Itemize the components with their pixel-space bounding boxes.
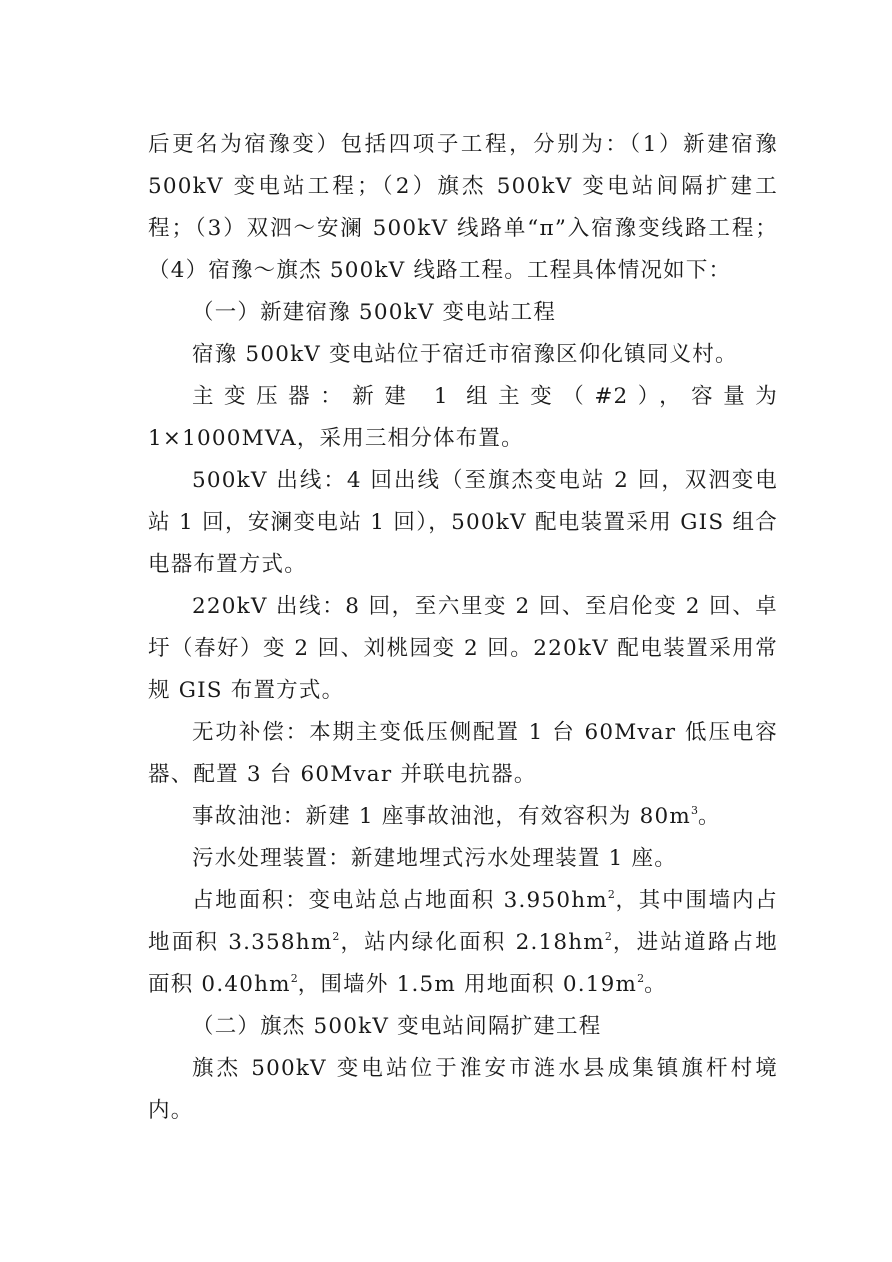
paragraph-reactive-compensation: 无功补偿：本期主变低压侧配置 1 台 60Mvar 低压电容器、配置 3 台 60Mvar 并联电抗器。: [148, 720, 778, 787]
paragraph-project-overview: 后更名为宿豫变）包括四项子工程，分别为：（1）新建宿豫 500kV 变电站工程；（2）旗杰 500kV 变电站间隔扩建工程；（3）双泗～安澜 500kV 线路单“π”入宿豫变线路工程；（4）宿豫～旗杰 500kV 线路工程。工程具体情况如下：: [148, 132, 778, 283]
land-area-text: ，站内绿化面积 2.18hm: [339, 930, 605, 955]
land-area-text: ，进站道路占地面积 0.40hm: [148, 930, 778, 997]
paragraph-220kv-outlets: 220kV 出线：8 回，至六里变 2 回、至启伦变 2 回、卓圩（春好）变 2 回、刘桃园变 2 回。220kV 配电装置采用常规 GIS 布置方式。: [148, 594, 778, 703]
paragraph-land-area: [148, 880, 778, 1006]
paragraph-sewage: 污水处理装置：新建地埋式污水处理装置 1 座。: [192, 846, 677, 871]
superscript-2: 2: [637, 972, 645, 986]
oil-pool-text: 事故油池：新建 1 座事故油池，有效容积为 80m: [192, 804, 691, 829]
section-heading-2: （二）旗杰 500kV 变电站间隔扩建工程: [192, 1014, 602, 1039]
paragraph-main-transformer: 主变压器：新建 1 组主变（#2），容量为 1×1000MVA，采用三相分体布置。: [148, 384, 778, 451]
oil-pool-end: 。: [697, 804, 721, 829]
superscript-2: 2: [604, 930, 612, 944]
document-body: [148, 124, 778, 1132]
superscript-2: 2: [290, 972, 298, 986]
paragraph-oil-pool: [148, 796, 778, 838]
land-area-text: 占地面积：变电站总占地面积 3.950hm: [192, 888, 608, 913]
land-area-text: ，围墙外 1.5m 用地面积 0.19m: [297, 972, 638, 997]
paragraph-location: 宿豫 500kV 变电站位于宿迁市宿豫区仰化镇同义村。: [192, 342, 738, 367]
land-area-end: 。: [644, 972, 667, 997]
superscript-3: 3: [690, 804, 698, 818]
superscript-2: 2: [332, 930, 340, 944]
section-heading-1: （一）新建宿豫 500kV 变电站工程: [192, 300, 557, 325]
paragraph-500kv-outlets: 500kV 出线：4 回出线（至旗杰变电站 2 回，双泗变电站 1 回，安澜变电站 1 回），500kV 配电装置采用 GIS 组合电器布置方式。: [148, 468, 778, 577]
superscript-2: 2: [607, 888, 615, 902]
land-area-text: ，其中围墙内占地面积 3.358hm: [148, 888, 778, 955]
paragraph-qijie-location: 旗杰 500kV 变电站位于淮安市涟水县成集镇旗杆村境内。: [148, 1056, 778, 1123]
